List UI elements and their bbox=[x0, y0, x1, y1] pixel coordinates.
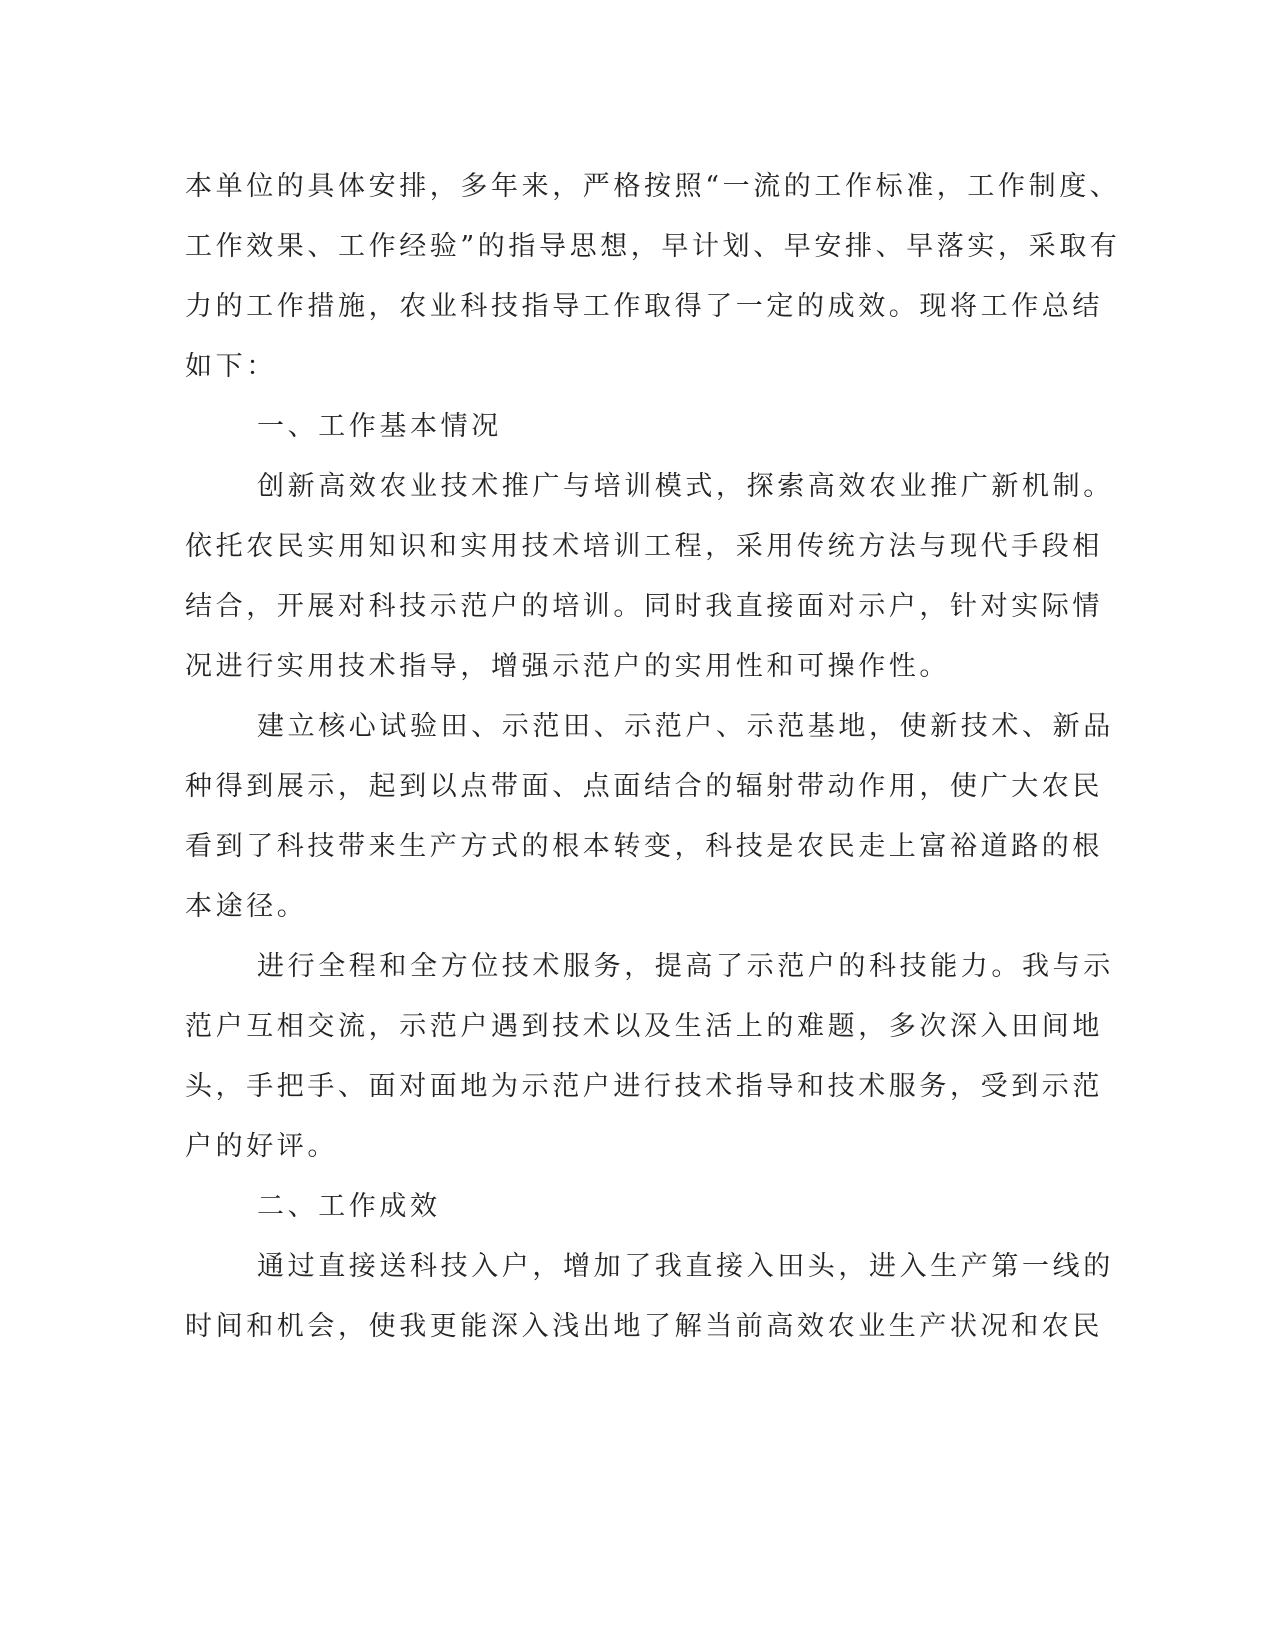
section-heading: 一、工作基本情况 bbox=[257, 411, 502, 442]
text-line: 本单位的具体安排，多年来，严格按照“一流的工作标准，工作制度、 bbox=[185, 171, 1121, 202]
text-line: 本途径。 bbox=[185, 891, 308, 922]
section-heading: 二、工作成效 bbox=[257, 1191, 441, 1222]
text-line: 创新高效农业技术推广与培训模式，探索高效农业推广新机制。 bbox=[257, 471, 1114, 502]
document-body bbox=[185, 157, 1121, 1357]
text-line: 户的好评。 bbox=[185, 1131, 338, 1162]
text-line: 头，手把手、面对面地为示范户进行技术指导和技术服务，受到示范 bbox=[185, 1071, 1103, 1102]
text-line: 范户互相交流，示范户遇到技术以及生活上的难题，多次深入田间地 bbox=[185, 1011, 1103, 1042]
text-line: 进行全程和全方位技术服务，提高了示范户的科技能力。我与示 bbox=[257, 951, 1114, 982]
text-line: 结合，开展对科技示范户的培训。同时我直接面对示户，针对实际情 bbox=[185, 591, 1103, 622]
text-line: 工作效果、工作经验”的指导思想，早计划、早安排、早落实，采取有 bbox=[185, 231, 1121, 262]
text-line: 建立核心试验田、示范田、示范户、示范基地，使新技术、新品 bbox=[257, 711, 1114, 742]
text-line: 如下： bbox=[185, 351, 277, 382]
text-line: 看到了科技带来生产方式的根本转变，科技是农民走上富裕道路的根 bbox=[185, 831, 1103, 862]
text-line: 依托农民实用知识和实用技术培训工程，采用传统方法与现代手段相 bbox=[185, 531, 1103, 562]
text-line: 时间和机会，使我更能深入浅出地了解当前高效农业生产状况和农民 bbox=[185, 1311, 1103, 1342]
text-line: 种得到展示，起到以点带面、点面结合的辐射带动作用，使广大农民 bbox=[185, 771, 1103, 802]
text-line: 况进行实用技术指导，增强示范户的实用性和可操作性。 bbox=[185, 651, 950, 682]
text-line: 通过直接送科技入户，增加了我直接入田头，进入生产第一线的 bbox=[257, 1251, 1114, 1282]
text-line: 力的工作措施，农业科技指导工作取得了一定的成效。现将工作总结 bbox=[185, 291, 1103, 322]
